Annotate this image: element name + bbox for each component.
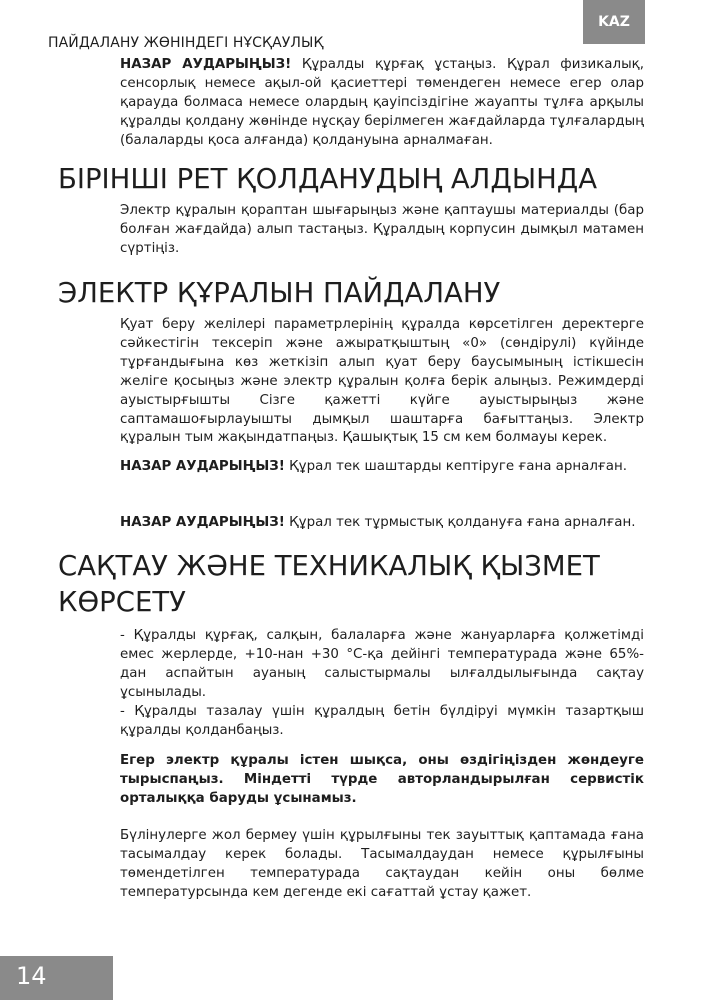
document-header-title: ПАЙДАЛАНУ ЖӨНІНДЕГІ НҰСҚАУЛЫҚ (48, 35, 324, 51)
warning-household-only (120, 514, 644, 533)
page-number-box (0, 956, 113, 1000)
section-using-tool-text (120, 316, 644, 448)
warning-label: НАЗАР АУДАРЫҢЫЗ! (120, 459, 285, 474)
section-before-first-use-text (120, 202, 644, 259)
storage-list (120, 627, 644, 740)
section-heading-before-first-use: БІРІНШІ РЕТ ҚОЛДАНУДЫҢ АЛДЫНДА (58, 163, 598, 195)
list-item: - Құралды құрғақ, салқын, балаларға және жануарларға қолжетімді емес жерлерде, +10-нан +30 °С-қа дейінгі температурада және 65%-дан аспайтын ауаның салыстырмалы ылғалдылығында сақтау ұсынылады. (120, 628, 644, 700)
section-heading-storage-line2: КӨРСЕТУ (58, 586, 186, 618)
warning-hair-drying-only (120, 458, 644, 477)
page-number: 14 (16, 962, 47, 990)
warning-text: Құрал тек тұрмыстық қолдануға ғана арналған. (284, 515, 636, 530)
intro-warning-paragraph (120, 56, 644, 151)
service-center-notice (120, 752, 644, 809)
transport-paragraph (120, 827, 644, 903)
list-item: - Құралды тазалау үшін құралдың бетін бүлдіруі мүмкін тазартқыш құралды қолданбаңыз. (120, 703, 644, 738)
paragraph: Қуат беру желілері параметрлерінің құралда көрсетілген деректерге сәйкестігін тексеріп және ажыратқыштың «0» (сөндірулі) күйінде тұрғандығына көз жеткізіп алып қуат беру баусымының істікшесін желіге қосыңыз және электр құралын қолға берік алыңыз. Режимдерді ауыстырғышты Сізге қажетті күйге ауыстырыңыз және саптамашоғырлауышты дымқыл шаштарға бағыттаңыз. Электр құралын тым жақындатпаңыз. Қашықтық 15 см кем болмауы керек. (120, 317, 644, 446)
warning-label: НАЗАР АУДАРЫҢЫЗ! (120, 515, 285, 530)
paragraph: Бүлінулерге жол бермеу үшін құрылғыны тек зауыттық қаптамада ғана тасымалдау керек болады. Тасымалдаудан немесе құрылғыны төмендетілген температурада сақтаудан кейін оны бөлме температурсында кем дегенде екі сағаттай ұстау қажет. (120, 828, 644, 900)
section-heading-using-tool: ЭЛЕКТР ҚҰРАЛЫН ПАЙДАЛАНУ (58, 277, 501, 309)
language-badge (583, 0, 645, 44)
warning-label: НАЗАР АУДАРЫҢЫЗ! (120, 57, 292, 72)
warning-text: Құрал тек шаштарды кептіруге ғана арналған. (284, 459, 628, 474)
paragraph: Электр құралын қораптан шығарыңыз және қаптаушы материалды (бар болған жағдайда) алып тастаңыз. Құралдың корпусин дымқыл матамен сүртіңіз. (120, 203, 644, 256)
section-heading-storage-line1: САҚТАУ ЖӘНЕ ТЕХНИКАЛЫҚ ҚЫЗМЕТ (58, 550, 600, 582)
warning-text: Құралды құрғақ ұстаңыз. Құрал физикалық, сенсорлық немесе ақыл-ой қасиеттері төмендеген немесе егер олар қарауда болмаса немесе олардың қауіпсіздігіне жауапты тұлға арқылы құралды қолдану жөнінде нұсқау берілмеген жағдайларда тұлғалардың (балаларды қоса алғанда) қолдануына арналмаған. (120, 57, 644, 148)
language-code: KAZ (598, 14, 630, 30)
paragraph: Егер электр құралы істен шықса, оны өздігіңізден жөндеуге тырыспаңыз. Міндетті түрде авторландырылған сервистік орталыққа баруды ұсынамыз. (120, 753, 644, 806)
